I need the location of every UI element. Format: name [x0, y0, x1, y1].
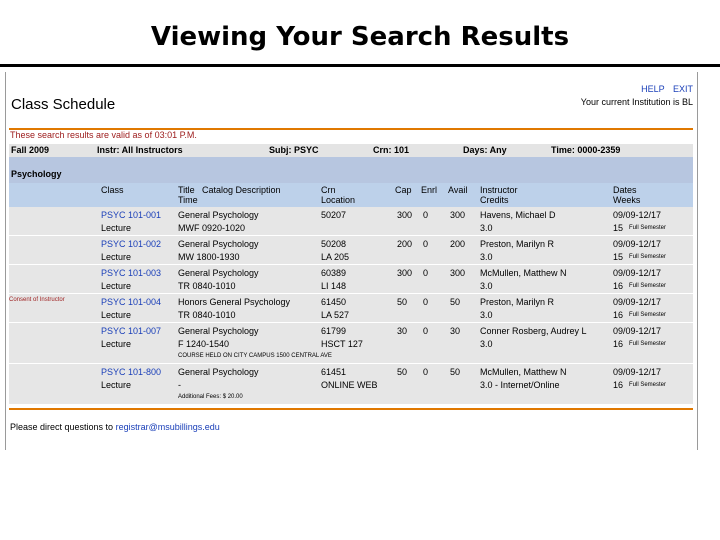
table-row: [9, 265, 693, 293]
course-title: General Psychology: [178, 210, 259, 220]
crn-value: 60389: [321, 268, 347, 278]
avail-value: 50: [450, 367, 461, 377]
table-row: [9, 207, 693, 235]
col-location: Location: [321, 195, 356, 205]
credits-value: 3.0: [480, 281, 493, 291]
weeks-note: Full Semester: [629, 225, 667, 231]
course-title: General Psychology: [178, 239, 259, 249]
enrl-value: 0: [423, 297, 429, 307]
location-value: LA 527: [321, 310, 350, 320]
schedule-type: Lecture: [101, 223, 132, 233]
consent-of-instructor-note: Consent of Instructor: [9, 297, 65, 303]
course-link[interactable]: PSYC 101-800: [101, 367, 162, 377]
title-underline: [0, 64, 720, 67]
table-row: [9, 323, 693, 363]
instructor-name: Preston, Marilyn R: [480, 297, 555, 307]
enrl-value: 0: [423, 268, 429, 278]
table-row: [9, 236, 693, 264]
valid-as-of-note: These search results are valid as of 03:01 P.M.: [10, 130, 197, 140]
help-link[interactable]: HELP: [641, 84, 665, 94]
course-title: Honors General Psychology: [178, 297, 291, 307]
dates-value: 09/09-12/17: [613, 367, 662, 377]
schedule-type: Lecture: [101, 380, 132, 390]
weeks-note: Full Semester: [629, 382, 667, 388]
crn-value: 61799: [321, 326, 347, 336]
location-value: LI 148: [321, 281, 347, 291]
criteria-time: Time: 0000-2359: [551, 145, 621, 155]
course-link[interactable]: PSYC 101-002: [101, 239, 162, 249]
dates-value: 09/09-12/17: [613, 297, 662, 307]
weeks-note: Full Semester: [629, 312, 667, 318]
avail-value: 300: [450, 268, 466, 278]
cap-value: 50: [397, 367, 408, 377]
meeting-time: F 1240-1540: [178, 339, 230, 349]
col-time: Time: [178, 195, 198, 205]
instructor-name: Conner Rosberg, Audrey L: [480, 326, 587, 336]
location-value: LA 205: [321, 252, 350, 262]
cap-value: 30: [397, 326, 408, 336]
course-title: General Psychology: [178, 268, 259, 278]
criteria-days: Days: Any: [463, 145, 507, 155]
col-cap: Cap: [395, 185, 412, 195]
col-title: Title: [178, 185, 195, 195]
weeks-value: 16: [613, 281, 624, 291]
avail-value: 200: [450, 239, 466, 249]
col-dates: Dates: [613, 185, 637, 195]
cap-value: 200: [397, 239, 413, 249]
enrl-value: 0: [423, 326, 429, 336]
schedule-type: Lecture: [101, 310, 132, 320]
weeks-value: 15: [613, 252, 624, 262]
weeks-value: 15: [613, 223, 624, 233]
weeks-note: Full Semester: [629, 341, 667, 347]
course-link[interactable]: PSYC 101-004: [101, 297, 162, 307]
meeting-time: MWF 0920-1020: [178, 223, 246, 233]
cap-value: 300: [397, 210, 413, 220]
col-instructor: Instructor: [480, 185, 518, 195]
instructor-name: McMullen, Matthew N: [480, 268, 567, 278]
col-credits: Credits: [480, 195, 509, 205]
cap-value: 300: [397, 268, 413, 278]
table-row: [9, 364, 693, 404]
col-weeks: Weeks: [613, 195, 641, 205]
crn-value: 50208: [321, 239, 347, 249]
credits-value: 3.0: [480, 310, 493, 320]
course-title: General Psychology: [178, 367, 259, 377]
course-title: General Psychology: [178, 326, 259, 336]
enrl-value: 0: [423, 210, 429, 220]
cap-value: 50: [397, 297, 408, 307]
subject-heading: Psychology: [11, 169, 62, 179]
enrl-value: 0: [423, 367, 429, 377]
col-crn: Crn: [321, 185, 336, 195]
col-class: Class: [101, 185, 124, 195]
col-enrl: Enrl: [421, 185, 438, 195]
institution-label: Your current Institution is BL: [580, 97, 693, 107]
footer-text: Please direct questions to: [10, 422, 114, 432]
credits-value: 3.0: [480, 339, 493, 349]
page-title: Class Schedule: [11, 96, 116, 113]
col-avail: Avail: [448, 185, 468, 195]
registrar-email-link[interactable]: registrar@msubillings.edu: [115, 422, 220, 432]
credits-value: 3.0: [480, 252, 493, 262]
instructor-name: Preston, Marilyn R: [480, 239, 555, 249]
instructor-name: Havens, Michael D: [480, 210, 556, 220]
dates-value: 09/09-12/17: [613, 268, 662, 278]
avail-value: 300: [450, 210, 466, 220]
weeks-value: 16: [613, 310, 624, 320]
criteria-term: Fall 2009: [11, 145, 50, 155]
weeks-value: 16: [613, 339, 624, 349]
crn-value: 50207: [321, 210, 347, 220]
location-value: ONLINE WEB: [321, 380, 378, 390]
results-column-headers: [9, 183, 693, 207]
crn-value: 61450: [321, 297, 347, 307]
footer-contact: [10, 422, 220, 432]
criteria-subject: Subj: PSYC: [269, 145, 319, 155]
course-location-note: COURSE HELD ON CITY CAMPUS 1500 CENTRAL AVE: [178, 353, 332, 359]
schedule-type: Lecture: [101, 281, 132, 291]
credits-value: 3.0 - Internet/Online: [480, 380, 560, 390]
subject-heading-band: [9, 157, 693, 183]
course-link[interactable]: PSYC 101-001: [101, 210, 162, 220]
course-link[interactable]: PSYC 101-007: [101, 326, 162, 336]
exit-link[interactable]: EXIT: [672, 84, 693, 94]
crn-value: 61451: [321, 367, 347, 377]
weeks-value: 16: [613, 380, 624, 390]
avail-value: 50: [450, 297, 461, 307]
credits-value: 3.0: [480, 223, 493, 233]
instructor-name: McMullen, Matthew N: [480, 367, 567, 377]
avail-value: 30: [450, 326, 461, 336]
course-link[interactable]: PSYC 101-003: [101, 268, 162, 278]
location-value: HSCT 127: [321, 339, 363, 349]
header-links: [635, 84, 693, 94]
meeting-time: MW 1800-1930: [178, 252, 240, 262]
slide-title: Viewing Your Search Results: [150, 22, 570, 52]
criteria-crn: Crn: 101: [373, 145, 410, 155]
class-schedule-screenshot: [5, 72, 698, 450]
dates-value: 09/09-12/17: [613, 210, 662, 220]
search-criteria-bar: [9, 144, 693, 157]
criteria-instructor: Instr: All Instructors: [97, 145, 183, 155]
meeting-time: TR 0840-1010: [178, 310, 236, 320]
additional-fees-note: Additional Fees: $ 20.00: [178, 394, 243, 400]
footer-divider: [9, 408, 693, 410]
dates-value: 09/09-12/17: [613, 239, 662, 249]
schedule-type: Lecture: [101, 339, 132, 349]
weeks-note: Full Semester: [629, 283, 667, 289]
enrl-value: 0: [423, 239, 429, 249]
weeks-note: Full Semester: [629, 254, 667, 260]
col-catalog-description: Catalog Description: [202, 185, 281, 195]
schedule-type: Lecture: [101, 252, 132, 262]
meeting-time: -: [178, 380, 181, 390]
table-row: [9, 294, 693, 322]
dates-value: 09/09-12/17: [613, 326, 662, 336]
meeting-time: TR 0840-1010: [178, 281, 236, 291]
